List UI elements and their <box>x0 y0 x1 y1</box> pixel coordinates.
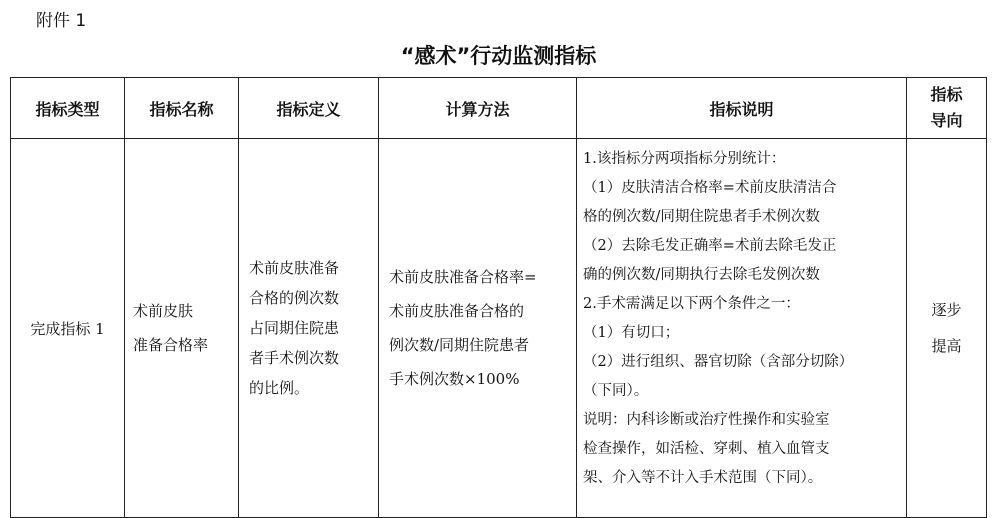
cell-name-line1: 术前皮肤 <box>133 302 194 320</box>
cell-type: 完成指标 1 <box>11 139 125 518</box>
cell-definition <box>239 139 379 518</box>
header-name: 指标名称 <box>125 78 239 139</box>
definition-line: 的比例。 <box>249 379 310 397</box>
table-header-row <box>11 78 987 139</box>
description-line: 说明：内科诊断或治疗性操作和实验室 <box>583 412 830 428</box>
header-type: 指标类型 <box>11 78 125 139</box>
direction-line2: 提高 <box>931 337 962 355</box>
cell-calculation <box>379 139 577 518</box>
header-direction-line2: 导向 <box>930 111 963 130</box>
definition-line: 合格的例次数 <box>249 289 340 307</box>
description-line: 2.手术需满足以下两个条件之一： <box>583 296 800 312</box>
description-line: （2）去除毛发正确率=术前去除毛发正 <box>583 238 837 254</box>
indicator-table <box>10 77 987 518</box>
description-line: （2）进行组织、器官切除（含部分切除） <box>583 354 854 370</box>
calculation-line: 术前皮肤准备合格的 <box>389 302 525 320</box>
calculation-line: 手术例次数×100% <box>389 370 520 388</box>
description-line: 确的例次数/同期执行去除毛发例次数 <box>583 267 820 283</box>
description-line: 架、介入等不计入手术范围（下同）。 <box>583 470 823 486</box>
header-direction <box>907 78 987 139</box>
cell-direction <box>907 139 987 518</box>
cell-name-line2: 准备合格率 <box>133 336 209 354</box>
definition-line: 术前皮肤准备 <box>249 259 340 277</box>
description-line: 1.该指标分两项指标分别统计： <box>583 151 786 167</box>
calculation-line: 例次数/同期住院患者 <box>389 336 530 354</box>
table-row <box>11 139 987 518</box>
direction-line1: 逐步 <box>931 301 962 319</box>
page-title: “感术”行动监测指标 <box>400 44 597 68</box>
calculation-line: 术前皮肤准备合格率= <box>389 268 537 286</box>
description-line: （下同）。 <box>583 383 649 399</box>
description-line: 检查操作，如活检、穿刺、植入血管支 <box>583 441 830 457</box>
header-calculation: 计算方法 <box>379 78 577 139</box>
description-line: （1）皮肤清洁合格率=术前皮肤清洁合 <box>583 180 837 196</box>
cell-description <box>577 139 907 518</box>
attachment-label: 附件 1 <box>36 11 87 31</box>
header-description: 指标说明 <box>577 78 907 139</box>
definition-line: 者手术例次数 <box>249 349 340 367</box>
header-direction-line1: 指标 <box>930 85 963 104</box>
cell-name <box>125 139 239 518</box>
description-line: 格的例次数/同期住院患者手术例次数 <box>583 209 820 225</box>
definition-line: 占同期住院患 <box>249 319 340 337</box>
header-definition: 指标定义 <box>239 78 379 139</box>
description-line: （1）有切口； <box>583 325 680 341</box>
